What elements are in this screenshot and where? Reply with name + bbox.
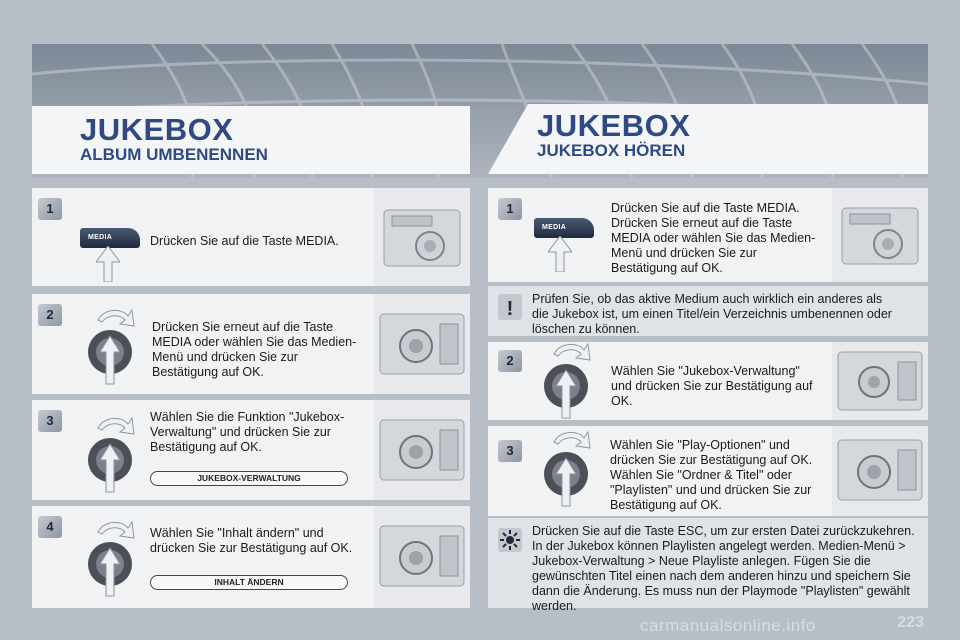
left-step-1-text: Drücken Sie auf die Taste MEDIA.	[150, 234, 339, 248]
right-step-3-text: Wählen Sie "Play-Optionen" und drücken Sie zur Bestätigung auf OK. Wählen Sie "Ordner & Titel" oder "Playlisten" und und drücken Sie zur Bestätigung auf OK.	[610, 438, 813, 512]
left-step-4-badge: 4	[38, 516, 62, 538]
left-step-3-text: Wählen Sie die Funktion "Jukebox-Verwaltung" und drücken Sie zur Bestätigung auf OK.	[150, 410, 345, 454]
media-button-icon: MEDIA	[534, 218, 594, 238]
warning-icon	[498, 294, 522, 320]
watermark: carmanualsonline.info	[640, 616, 816, 635]
right-step-3-badge: 3	[498, 440, 522, 462]
left-step-3-badge: 3	[38, 410, 62, 432]
right-step-2-text: Wählen Sie "Jukebox-Verwaltung" und drücken Sie zur Bestätigung auf OK.	[611, 364, 813, 408]
radio-unit-image	[832, 342, 928, 420]
svg-text:!: !	[506, 298, 514, 320]
radio-unit-image	[374, 400, 470, 500]
radio-unit-image	[832, 188, 928, 282]
right-step-2-badge: 2	[498, 350, 522, 372]
page-number: 223	[897, 614, 924, 631]
left-subtitle: ALBUM UMBENENNEN	[80, 145, 268, 164]
right-title: JUKEBOX	[537, 108, 691, 143]
warning-text: Prüfen Sie, ob das aktive Medium auch wirklich ein anderes als die Jukebox ist, um einen Titel/ein Verzeichnis umbenennen oder löschen zu können.	[532, 292, 892, 336]
press-arrow-icon	[96, 246, 120, 287]
rotary-knob-icon	[82, 306, 138, 391]
radio-unit-image	[832, 426, 928, 516]
rotary-knob-icon	[82, 414, 138, 499]
right-step-1-badge: 1	[498, 198, 522, 220]
left-step-4-text: Wählen Sie "Inhalt ändern" und drücken Sie zur Bestätigung auf OK.	[150, 526, 353, 555]
media-button-icon: MEDIA	[80, 228, 140, 248]
radio-unit-image	[374, 294, 470, 394]
right-subtitle: JUKEBOX HÖREN	[537, 141, 686, 160]
right-step-1-text: Drücken Sie auf die Taste MEDIA. Drücken Sie erneut auf die Taste MEDIA oder wählen Sie das Medien-Menü und drücken Sie zur Bestätigung auf OK.	[611, 201, 816, 275]
jukebox-verwaltung-label: JUKEBOX-VERWALTUNG	[150, 471, 348, 486]
left-step-1-badge: 1	[38, 198, 62, 220]
radio-unit-image	[374, 188, 470, 286]
sun-tip-icon	[498, 528, 522, 552]
rotary-knob-icon	[538, 428, 594, 513]
rotary-knob-icon	[82, 518, 138, 603]
radio-unit-image	[374, 506, 470, 608]
left-title: JUKEBOX	[80, 112, 234, 147]
left-step-2-badge: 2	[38, 304, 62, 326]
tip-text: Drücken Sie auf die Taste ESC, um zur ersten Datei zurückzukehren. In der Jukebox können Playlisten angelegt werden. Medien-Menü > Jukebox-Verwaltung > Neue Playliste anlegen. Fügen Sie die gewünschten Titel einen nach dem anderen hinzu und speichern Sie dann die Änderung. Es muss nun der Playmode "Playlisten" gewählt werden.	[532, 524, 915, 613]
inhalt-aendern-label: INHALT ÄNDERN	[150, 575, 348, 590]
left-step-2-text: Drücken Sie erneut auf die Taste MEDIA oder wählen Sie das Medien-Menü und drücken Sie zur Bestätigung auf OK.	[152, 320, 357, 379]
rotary-knob-icon	[538, 340, 594, 425]
press-arrow-icon	[548, 236, 572, 277]
